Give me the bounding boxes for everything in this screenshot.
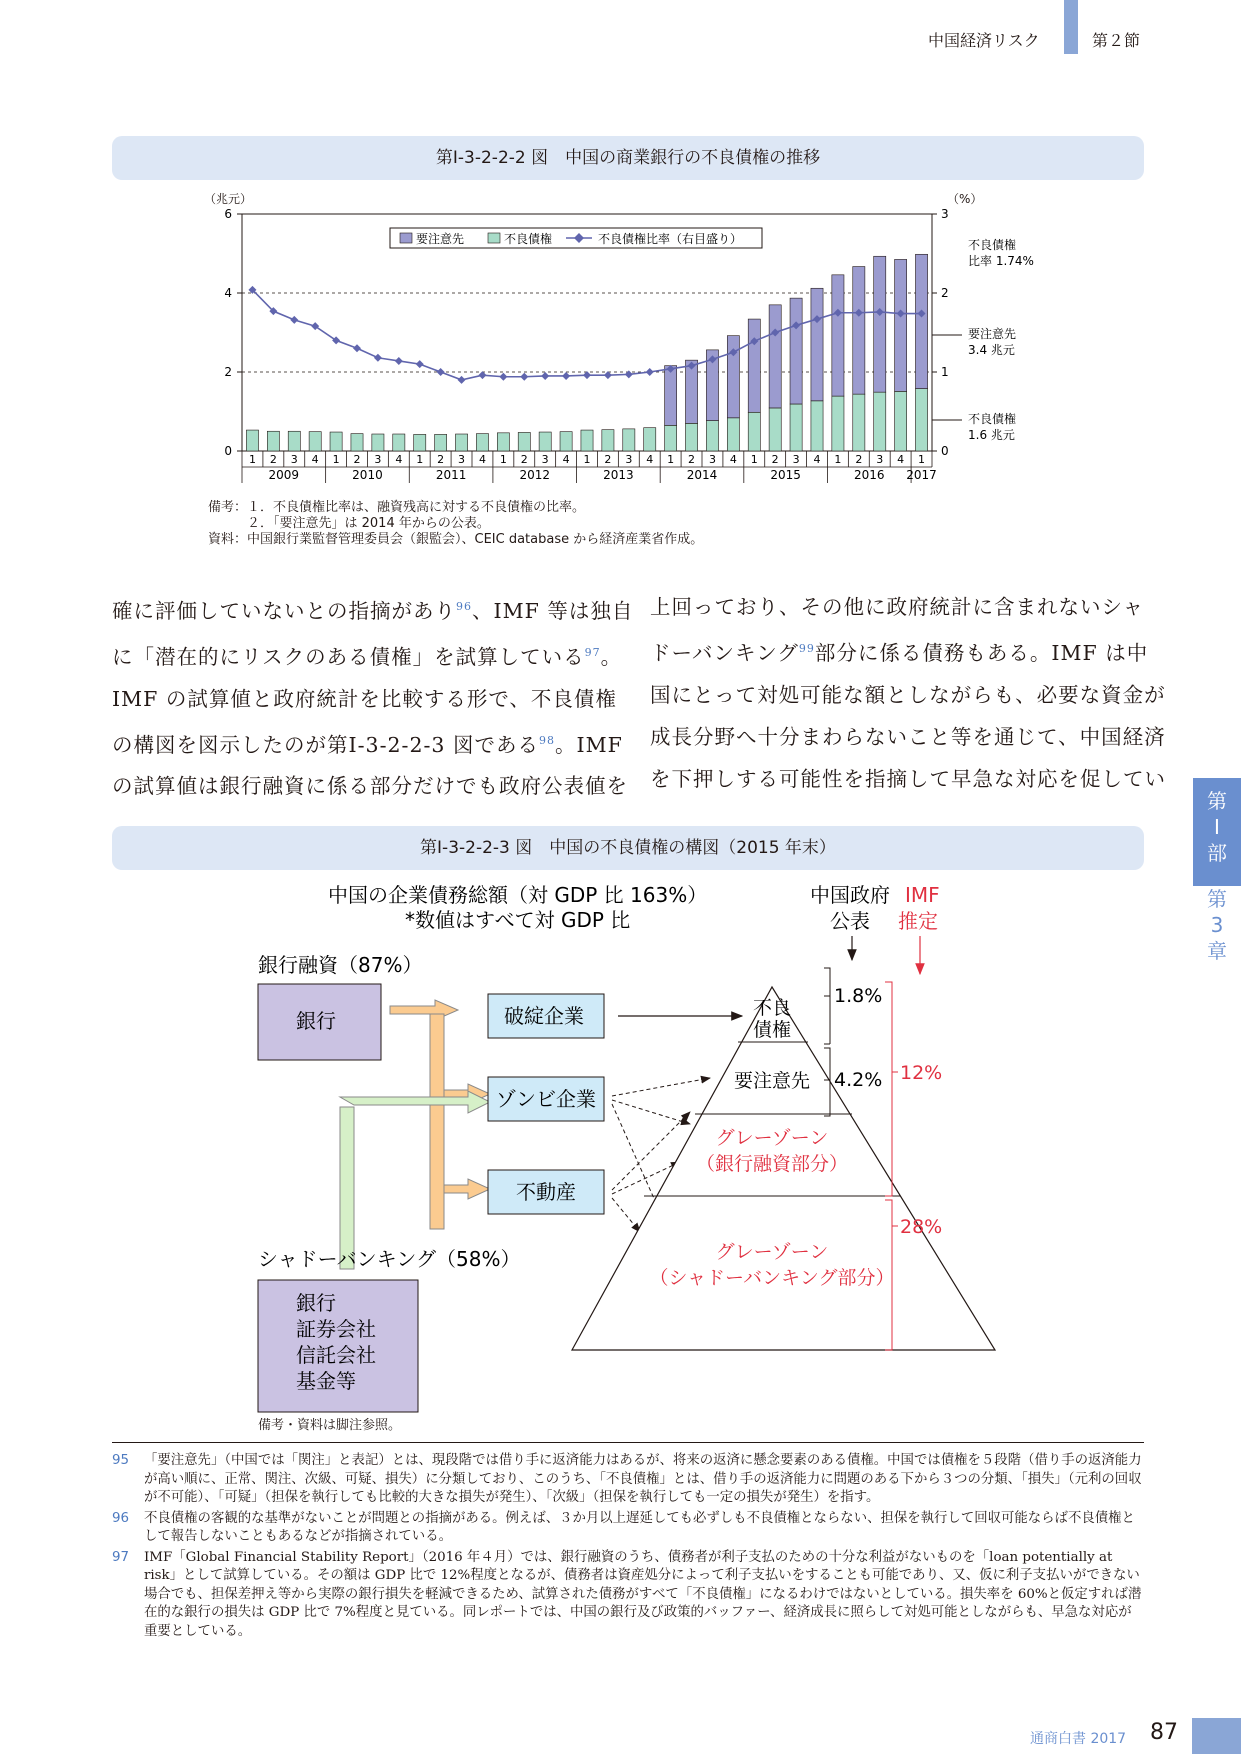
legend-watch-swatch: [400, 233, 412, 243]
bar-watch: [769, 305, 781, 408]
bar-npl: [811, 401, 823, 451]
note-line: 備考：１．不良債権比率は、融資残高に対する不良債権の比率。: [208, 500, 586, 515]
x-year-label: 2015: [770, 468, 801, 482]
x-quarter-label: 4: [897, 453, 905, 466]
x-quarter-label: 4: [813, 453, 821, 466]
diagram-subtitle: *数値はすべて対 GDP 比: [405, 908, 631, 932]
bar-watch: [748, 319, 760, 412]
bar-watch: [727, 336, 739, 418]
x-quarter-label: 1: [583, 453, 591, 466]
bar-npl: [330, 432, 342, 451]
body-line-tail: 。IMF: [555, 732, 623, 757]
ratio-point: [458, 376, 466, 384]
bar-watch: [790, 298, 802, 404]
bar-npl: [769, 408, 781, 451]
bar-watch: [895, 259, 907, 391]
bar-npl: [476, 434, 488, 451]
footnote-ref-98[interactable]: 98: [539, 733, 555, 747]
bar-npl: [874, 392, 886, 451]
x-quarter-label: 4: [562, 453, 570, 466]
bar-npl: [518, 432, 530, 451]
x-quarter-label: 3: [708, 453, 716, 466]
ratio-point: [395, 357, 403, 365]
shadow-box-line: 信託会社: [296, 1343, 376, 1367]
bar-npl: [644, 428, 656, 451]
diagram-total-title: 中国の企業債務総額（対 GDP 比 163%）: [328, 883, 708, 907]
ratio-point: [416, 360, 424, 368]
gov-label-1: 中国政府: [810, 883, 890, 907]
bar-npl: [748, 412, 760, 451]
bar-npl: [853, 394, 865, 451]
gov-npl-pct: 1.8%: [834, 985, 883, 1007]
footnote-ref-97[interactable]: 97: [584, 645, 601, 659]
footer-publication: 通商白書 2017: [1030, 1731, 1127, 1747]
body-line: の構図を図示したのが第Ⅰ-3-2-2-3 図である: [112, 732, 539, 757]
x-quarter-label: 1: [834, 453, 842, 466]
ann-watch-1: 要注意先: [968, 327, 1017, 341]
x-quarter-label: 2: [520, 453, 528, 466]
y-right-tick-label: 1: [941, 365, 949, 379]
bar-npl: [267, 431, 279, 451]
x-quarter-label: 2: [855, 453, 863, 466]
ratio-point: [374, 354, 382, 362]
bank-box-label: 銀行: [296, 1009, 336, 1033]
bar-npl: [706, 421, 718, 451]
shadow-box-line: 銀行: [296, 1291, 336, 1315]
ann-npl-1: 不良債権: [968, 412, 1017, 426]
y-left-tick-label: 6: [224, 207, 232, 221]
bar-npl: [685, 423, 697, 451]
gov-label-2: 公表: [830, 909, 870, 933]
footnote-ref-99[interactable]: 99: [798, 642, 815, 655]
bar-npl: [560, 432, 572, 451]
ratio-point: [541, 372, 549, 380]
x-quarter-label: 1: [416, 453, 424, 466]
body-line: ドーバンキング: [650, 640, 799, 665]
npl-trend-chart: [190, 186, 1070, 496]
figure-2-title: 第Ⅰ-3-2-2-3 図 中国の不良債権の構図（2015 年末）: [112, 826, 1144, 870]
x-quarter-label: 1: [918, 453, 926, 466]
bar-npl: [895, 391, 907, 451]
figure-1-notes: [208, 500, 968, 548]
body-line: 成長分野へ十分まわらないこと等を通じて、中国経済: [650, 724, 1166, 749]
x-quarter-label: 4: [729, 453, 737, 466]
bar-npl: [665, 425, 677, 451]
x-quarter-label: 2: [437, 453, 445, 466]
gov-watch-pct: 4.2%: [834, 1069, 883, 1091]
ratio-point: [353, 344, 361, 352]
bar-npl: [246, 430, 258, 451]
body-line: 上回っており、その他に政府統計に含まれないシャ: [650, 595, 1145, 619]
section-title: 中国経済リスク: [928, 31, 1040, 50]
bar-npl: [435, 434, 447, 451]
bar-npl: [602, 430, 614, 451]
footnote-ref-96[interactable]: 96: [456, 600, 472, 613]
bar-npl: [581, 430, 593, 451]
imf-label-2: 推定: [898, 909, 938, 933]
npl-label-1: 不良: [752, 997, 792, 1019]
x-quarter-label: 3: [625, 453, 633, 466]
legend-npl-label: 不良債権: [504, 232, 553, 246]
section-number: 第２節: [1092, 31, 1141, 50]
part-tab[interactable]: 第 Ⅰ 部: [1193, 778, 1241, 886]
y-right-tick-label: 0: [941, 444, 949, 458]
bar-npl: [497, 433, 509, 451]
body-line: に「潜在的にリスクのある債権」を試算している: [112, 644, 585, 669]
bar-npl: [372, 434, 384, 451]
footnote-96: 96 不良債権の客観的な基準がないことが問題との指摘がある。例えば、３か月以上遅延しても必ずしも不良債権とならない、担保を執行して回収可能ならば不良債権として報告しないこともあるなどが指摘されている。: [112, 1510, 1135, 1544]
body-line: を下押しする可能性を指摘して早急な対応を促してい: [650, 766, 1166, 791]
npl-label-2: 債権: [752, 1019, 792, 1041]
bank-loans-label: 銀行融資（87%）: [258, 953, 423, 977]
body-right-column: [650, 586, 1166, 800]
body-line-tail: 部分に係る債務もある。IMF は中: [814, 640, 1149, 665]
bar-npl: [915, 389, 927, 451]
x-quarter-label: 2: [353, 453, 361, 466]
note-line: ２．「要注意先」は 2014 年からの公表。: [208, 516, 490, 531]
ann-ratio-2: 比率 1.74%: [968, 254, 1034, 268]
imf-bank-bracket: [885, 982, 892, 1196]
ratio-point: [520, 373, 528, 381]
chapter-tab[interactable]: 第 3 章: [1207, 887, 1227, 963]
body-line: 国にとって対処可能な額としながらも、必要な資金が: [650, 682, 1166, 707]
y-right-label: （%）: [947, 192, 983, 206]
header-accent-bar: [1064, 0, 1078, 54]
bar-watch: [874, 256, 886, 392]
ratio-point: [437, 368, 445, 376]
x-quarter-label: 3: [876, 453, 884, 466]
ratio-point: [290, 316, 298, 324]
footnote-97: 97 IMF「Global Financial Stability Report」（2016 年４月）では、銀行融資のうち、債務者が利子支払のための十分な利益がないものを「loan potentially at risk」として試算している。その額は GDP 比で 12%程度となるが、債務者は資産処分によって利子支払いをすることも可能であり、又、仮に利子支払いができない場合でも、担保差押え等から実際の銀行損失を軽減できるため、試算された債務がすべて「不良債権」になるわけではないとしている。損失率を 60%と仮定すれば潜在的な銀行の損失は GDP 比で 7%程度と見ている。同レポートでは、中国の銀行及び政策的バッファー、経済成長に照らして対処可能としながらも、早急な対応が重要としている。: [112, 1549, 1142, 1639]
body-line-tail: 、IMF 等は独自: [472, 598, 634, 623]
footer-accent-bar: [1192, 1718, 1241, 1754]
watch-label: 要注意先: [733, 1070, 811, 1092]
x-year-label: 2014: [686, 468, 718, 482]
bar-watch: [832, 275, 844, 396]
bankrupt-label: 破綻企業: [504, 1004, 584, 1028]
x-quarter-label: 4: [311, 453, 319, 466]
bar-npl: [393, 434, 405, 451]
body-line: 確に評価していないとの指摘があり: [112, 598, 456, 623]
footnote-rule: [112, 1442, 1144, 1443]
x-year-label: 2017: [906, 468, 937, 482]
body-left-column: [112, 586, 633, 807]
x-quarter-label: 4: [395, 453, 403, 466]
figure-1-title: 第Ⅰ-3-2-2-2 図 中国の商業銀行の不良債権の推移: [112, 136, 1144, 180]
bar-npl: [623, 429, 635, 451]
note-line: 資料：中国銀行業監督管理委員会（銀監会）、CEIC database から経済産業省作成。: [208, 532, 704, 547]
imf-bank-pct: 12%: [900, 1062, 943, 1084]
ratio-point: [646, 368, 654, 376]
x-quarter-label: 1: [499, 453, 507, 466]
bar-watch: [853, 267, 865, 395]
x-quarter-label: 4: [646, 453, 654, 466]
ann-watch-2: 3.4 兆元: [968, 343, 1015, 357]
gov-npl-bracket: [824, 968, 830, 1044]
zombie-label: ゾンビ企業: [496, 1087, 596, 1111]
x-year-label: 2012: [519, 468, 551, 482]
x-year-label: 2010: [352, 468, 383, 482]
body-line: の試算値は銀行融資に係る部分だけでも政府公表値を: [112, 774, 628, 799]
x-quarter-label: 1: [750, 453, 758, 466]
x-year-label: 2016: [853, 468, 885, 482]
plot-frame: [242, 214, 932, 451]
y-right-tick-label: 3: [941, 207, 949, 221]
bar-npl: [727, 418, 739, 451]
y-right-tick-label: 2: [941, 286, 949, 300]
footnotes: [112, 1452, 1142, 1643]
x-quarter-label: 2: [688, 453, 696, 466]
shadow-box-line: 基金等: [296, 1369, 356, 1393]
body-line: IMF の試算値と政府統計を比較する形で、不良債権: [112, 686, 617, 711]
bar-npl: [455, 434, 467, 451]
ratio-point: [499, 373, 507, 381]
bar-npl: [832, 396, 844, 451]
y-left-label: （兆元）: [204, 192, 253, 206]
x-quarter-label: 1: [667, 453, 675, 466]
legend-watch-label: 要注意先: [416, 232, 465, 246]
grey-shadow-label-1: グレーゾーン: [715, 1241, 829, 1263]
bar-npl: [414, 434, 426, 451]
bar-watch: [811, 288, 823, 401]
x-quarter-label: 2: [771, 453, 779, 466]
x-year-label: 2009: [268, 468, 300, 482]
x-quarter-label: 3: [541, 453, 549, 466]
y-left-tick-label: 4: [224, 286, 232, 300]
shadow-banking-label: シャドーバンキング（58%）: [258, 1247, 521, 1271]
body-line-tail: 。: [600, 644, 623, 669]
x-quarter-label: 3: [374, 453, 382, 466]
grey-bank-label-1: グレーゾーン: [715, 1127, 829, 1149]
bar-watch: [915, 254, 927, 388]
ratio-point: [562, 372, 570, 380]
x-quarter-label: 2: [604, 453, 612, 466]
footnote-95: 95 「要注意先」（中国では「関注」と表記）とは、現段階では借り手に返済能力はあるが、将来の返済に懸念要素のある債権。中国では債権を５段階（借り手の返済能力が高い順に、正常、関注、次級、可疑、損失）に分類しており、このうち、「不良債権」とは、借り手の返済能力に問題のある下から３つの分類、「損失」（元利の回収が不可能）、「可疑」（担保を執行しても比較的大きな損失が発生）、「次級」（担保を執行しても一定の損失が発生）を指す。: [112, 1453, 1142, 1505]
grey-bank-label-2: （銀行融資部分）: [695, 1153, 849, 1175]
page-number: 87: [1150, 1720, 1178, 1745]
ann-npl-2: 1.6 兆元: [968, 428, 1015, 442]
imf-shadow-pct: 28%: [900, 1216, 943, 1238]
x-year-label: 2011: [435, 468, 467, 482]
x-quarter-label: 4: [478, 453, 486, 466]
npl-structure-diagram: [240, 872, 1020, 1432]
x-quarter-label: 3: [792, 453, 800, 466]
shadow-box-line: 証券会社: [296, 1317, 376, 1341]
imf-label-1: IMF: [905, 883, 940, 907]
bank-loan-flow-arrows: [390, 1000, 490, 1229]
x-quarter-label: 2: [269, 453, 277, 466]
x-quarter-label: 1: [248, 453, 256, 466]
grey-shadow-label-2: （シャドーバンキング部分）: [649, 1267, 895, 1289]
ann-ratio-1: 不良債権: [968, 238, 1017, 252]
bar-npl: [539, 432, 551, 451]
legend-ratio-label: 不良債権比率（右目盛り）: [598, 232, 743, 246]
bar-watch: [665, 366, 677, 426]
ratio-point: [478, 371, 486, 379]
bar-npl: [288, 431, 300, 451]
bar-npl: [790, 404, 802, 451]
x-quarter-label: 3: [458, 453, 466, 466]
bar-npl: [309, 432, 321, 451]
y-left-tick-label: 2: [224, 365, 232, 379]
legend-npl-swatch: [488, 233, 500, 243]
figure-2-note: 備考・資料は脚注参照。: [258, 1418, 402, 1433]
x-quarter-label: 1: [332, 453, 340, 466]
y-left-tick-label: 0: [224, 444, 232, 458]
x-year-label: 2013: [603, 468, 634, 482]
realestate-label: 不動産: [516, 1180, 576, 1204]
bar-npl: [351, 434, 363, 451]
x-quarter-label: 3: [290, 453, 298, 466]
ratio-point: [625, 370, 633, 378]
